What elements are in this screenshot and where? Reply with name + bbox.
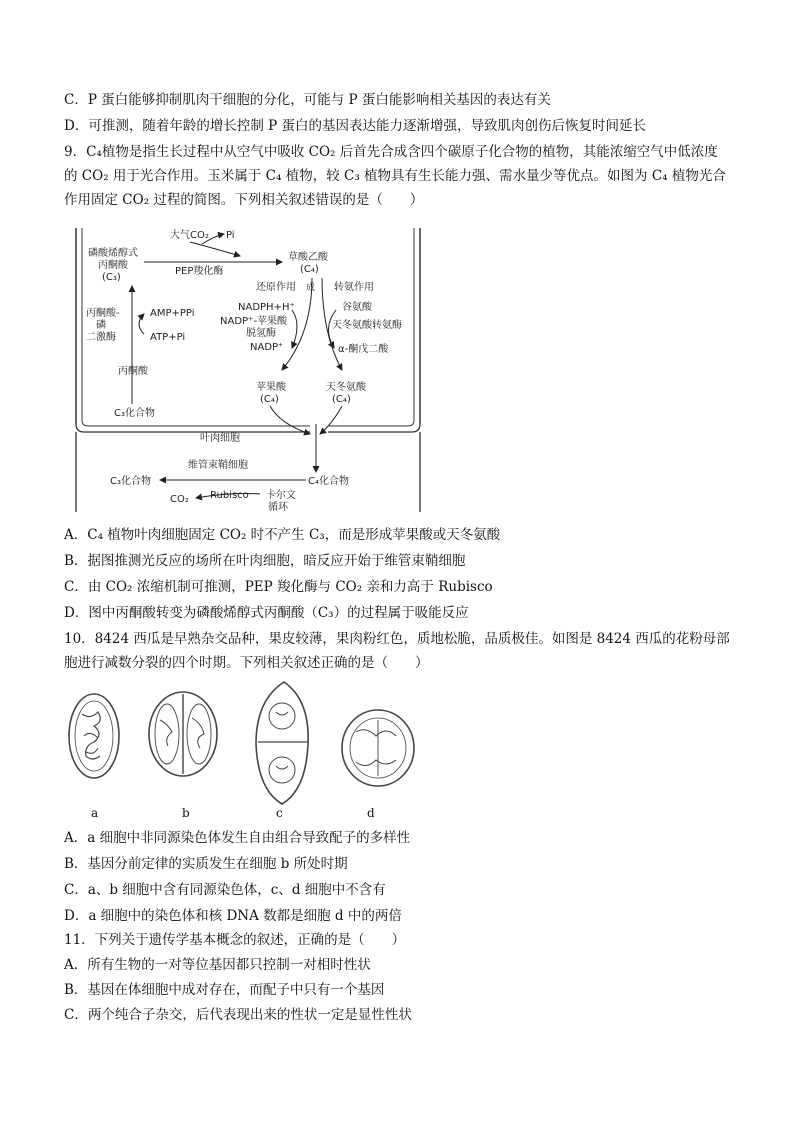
bundle-sheath-label: 维管束鞘细胞	[188, 460, 248, 471]
svg-text:二激酶: 二激酶	[86, 332, 116, 343]
aspartate-label: 天冬氨酸	[326, 382, 366, 393]
q10-stem-line2: 胞进行减数分裂的四个时期。下列相关叙述正确的是（ ）	[64, 655, 429, 671]
svg-text:磷: 磷	[96, 320, 106, 331]
meiosis-cells-figure	[60, 680, 420, 820]
c3-compound-top-label: C₃化合物	[114, 408, 155, 419]
cell-label-d: d	[367, 806, 375, 820]
mesophyll-label: 叶肉细胞	[200, 433, 240, 444]
q10-option-c: C．a、b 细胞中含有同源染色体，c、d 细胞中不含有	[64, 882, 386, 898]
q9-option-d: D．图中丙酮酸转变为磷酸烯醇式丙酮酸（C₃）的过程属于吸能反应	[64, 605, 469, 621]
svg-text:NADP⁺-苹果酸: NADP⁺-苹果酸	[220, 316, 287, 327]
q10-option-a: A．a 细胞中非同源染色体发生自由组合导致配子的多样性	[64, 830, 411, 846]
svg-text:NADPH+H⁺: NADPH+H⁺	[238, 302, 295, 313]
svg-text:(C₄): (C₄)	[300, 264, 319, 275]
cell-label-b: b	[182, 806, 190, 820]
q10-option-b: B．基因分前定律的实质发生在细胞 b 所处时期	[64, 856, 348, 872]
svg-text:脱氢酶: 脱氢酶	[246, 328, 276, 339]
q11-option-c: C．两个纯合子杂交，后代表现出来的性状一定是显性性状	[64, 1007, 412, 1023]
svg-text:Rubisco: Rubisco	[210, 490, 249, 501]
svg-text:CO₂: CO₂	[170, 494, 189, 505]
cell-c	[256, 682, 308, 804]
pi-label: Pi	[226, 230, 235, 241]
cell-label-c: c	[276, 806, 283, 820]
svg-text:AMP+PPi: AMP+PPi	[150, 308, 195, 319]
cell-a	[69, 694, 119, 778]
pep-carboxylase-label: PEP羧化酶	[175, 266, 224, 277]
atm-co2-label: 大气CO₂	[170, 230, 209, 241]
q9-option-b: B．据图推测光反应的场所在叶肉细胞，暗反应开始于维管束鞘细胞	[64, 553, 466, 569]
c3-compound-bottom-label: C₃化合物	[110, 476, 151, 487]
q11-option-a: A．所有生物的一对等位基因都只控制一对相时性状	[64, 957, 371, 973]
svg-text:卡尔文: 卡尔文	[266, 490, 296, 501]
cell-b	[149, 692, 217, 776]
transamination-label: 转氨作用	[334, 282, 374, 293]
q11-stem: 11．下列关于遗传学基本概念的叙述，正确的是（ ）	[64, 932, 406, 948]
pep-label: 磷酸烯醇式	[88, 248, 138, 259]
q8-option-d: D．可推测，随着年龄的增长控制 P 蛋白的基因表达能力逐渐增强，导致肌肉创伤后恢复时间延长	[64, 118, 646, 134]
c4-photosynthesis-diagram	[70, 224, 432, 512]
svg-text:(C₄): (C₄)	[332, 394, 351, 405]
svg-text:丙酮酸-: 丙酮酸-	[86, 308, 120, 319]
q9-stem-line3: 作用固定 CO₂ 过程的简图。下列相关叙述错误的是（ ）	[64, 192, 424, 208]
svg-text:NADP⁺: NADP⁺	[250, 342, 284, 353]
svg-text:ATP+Pi: ATP+Pi	[150, 332, 186, 343]
q9-option-c: C．由 CO₂ 浓缩机制可推测，PEP 羧化酶与 CO₂ 亲和力高于 Rubisco	[64, 579, 493, 595]
q10-stem-line1: 10．8424 西瓜是早熟杂交品种，果皮较薄，果肉粉红色，质地松脆，品质极佳。如图是 8424 西瓜的花粉母部	[64, 631, 730, 647]
svg-text:(C₄): (C₄)	[260, 394, 279, 405]
malate-label: 苹果酸	[256, 382, 286, 393]
svg-text:谷氨酸: 谷氨酸	[342, 302, 372, 313]
q10-option-d: D．a 细胞中的染色体和核 DNA 数都是细胞 d 中的两倍	[64, 908, 402, 924]
q9-stem-line2: 的 CO₂ 用于光合作用。玉米属于 C₄ 植物，较 C₃ 植物具有生长能力强、需水量少等优点。如图为 C₄ 植物光合	[64, 168, 726, 184]
svg-text:天冬氨酸转氨酶: 天冬氨酸转氨酶	[332, 320, 402, 331]
oxaloacetate-label: 草酸乙酸	[288, 252, 328, 263]
svg-text:成: 成	[306, 283, 316, 293]
q9-option-a: A．C₄ 植物叶肉细胞固定 CO₂ 时不产生 C₃，而是形成苹果酸或天冬氨酸	[64, 527, 501, 543]
cell-label-a: a	[91, 806, 99, 820]
q9-stem-line1: 9．C₄植物是指生长过程中从空气中吸收 CO₂ 后首先合成含四个碳原子化合物的植物，其能浓缩空气中低浓度	[64, 144, 718, 160]
pyruvate-label: 丙酮酸	[118, 366, 148, 377]
reduction-label: 还原作用	[256, 282, 296, 293]
cell-d	[342, 710, 414, 786]
svg-text:循环: 循环	[268, 502, 288, 512]
svg-text:α-酮戊二酸: α-酮戊二酸	[338, 344, 389, 355]
q11-option-b: B．基因在体细胞中成对存在，而配子中只有一个基因	[64, 982, 385, 998]
c4-compound-label: C₄化合物	[308, 476, 349, 487]
svg-text:丙酮酸: 丙酮酸	[98, 260, 128, 271]
q8-option-c: C．P 蛋白能够抑制肌肉干细胞的分化，可能与 P 蛋白能影响相关基因的表达有关	[64, 92, 551, 108]
svg-text:(C₃): (C₃)	[102, 272, 121, 283]
